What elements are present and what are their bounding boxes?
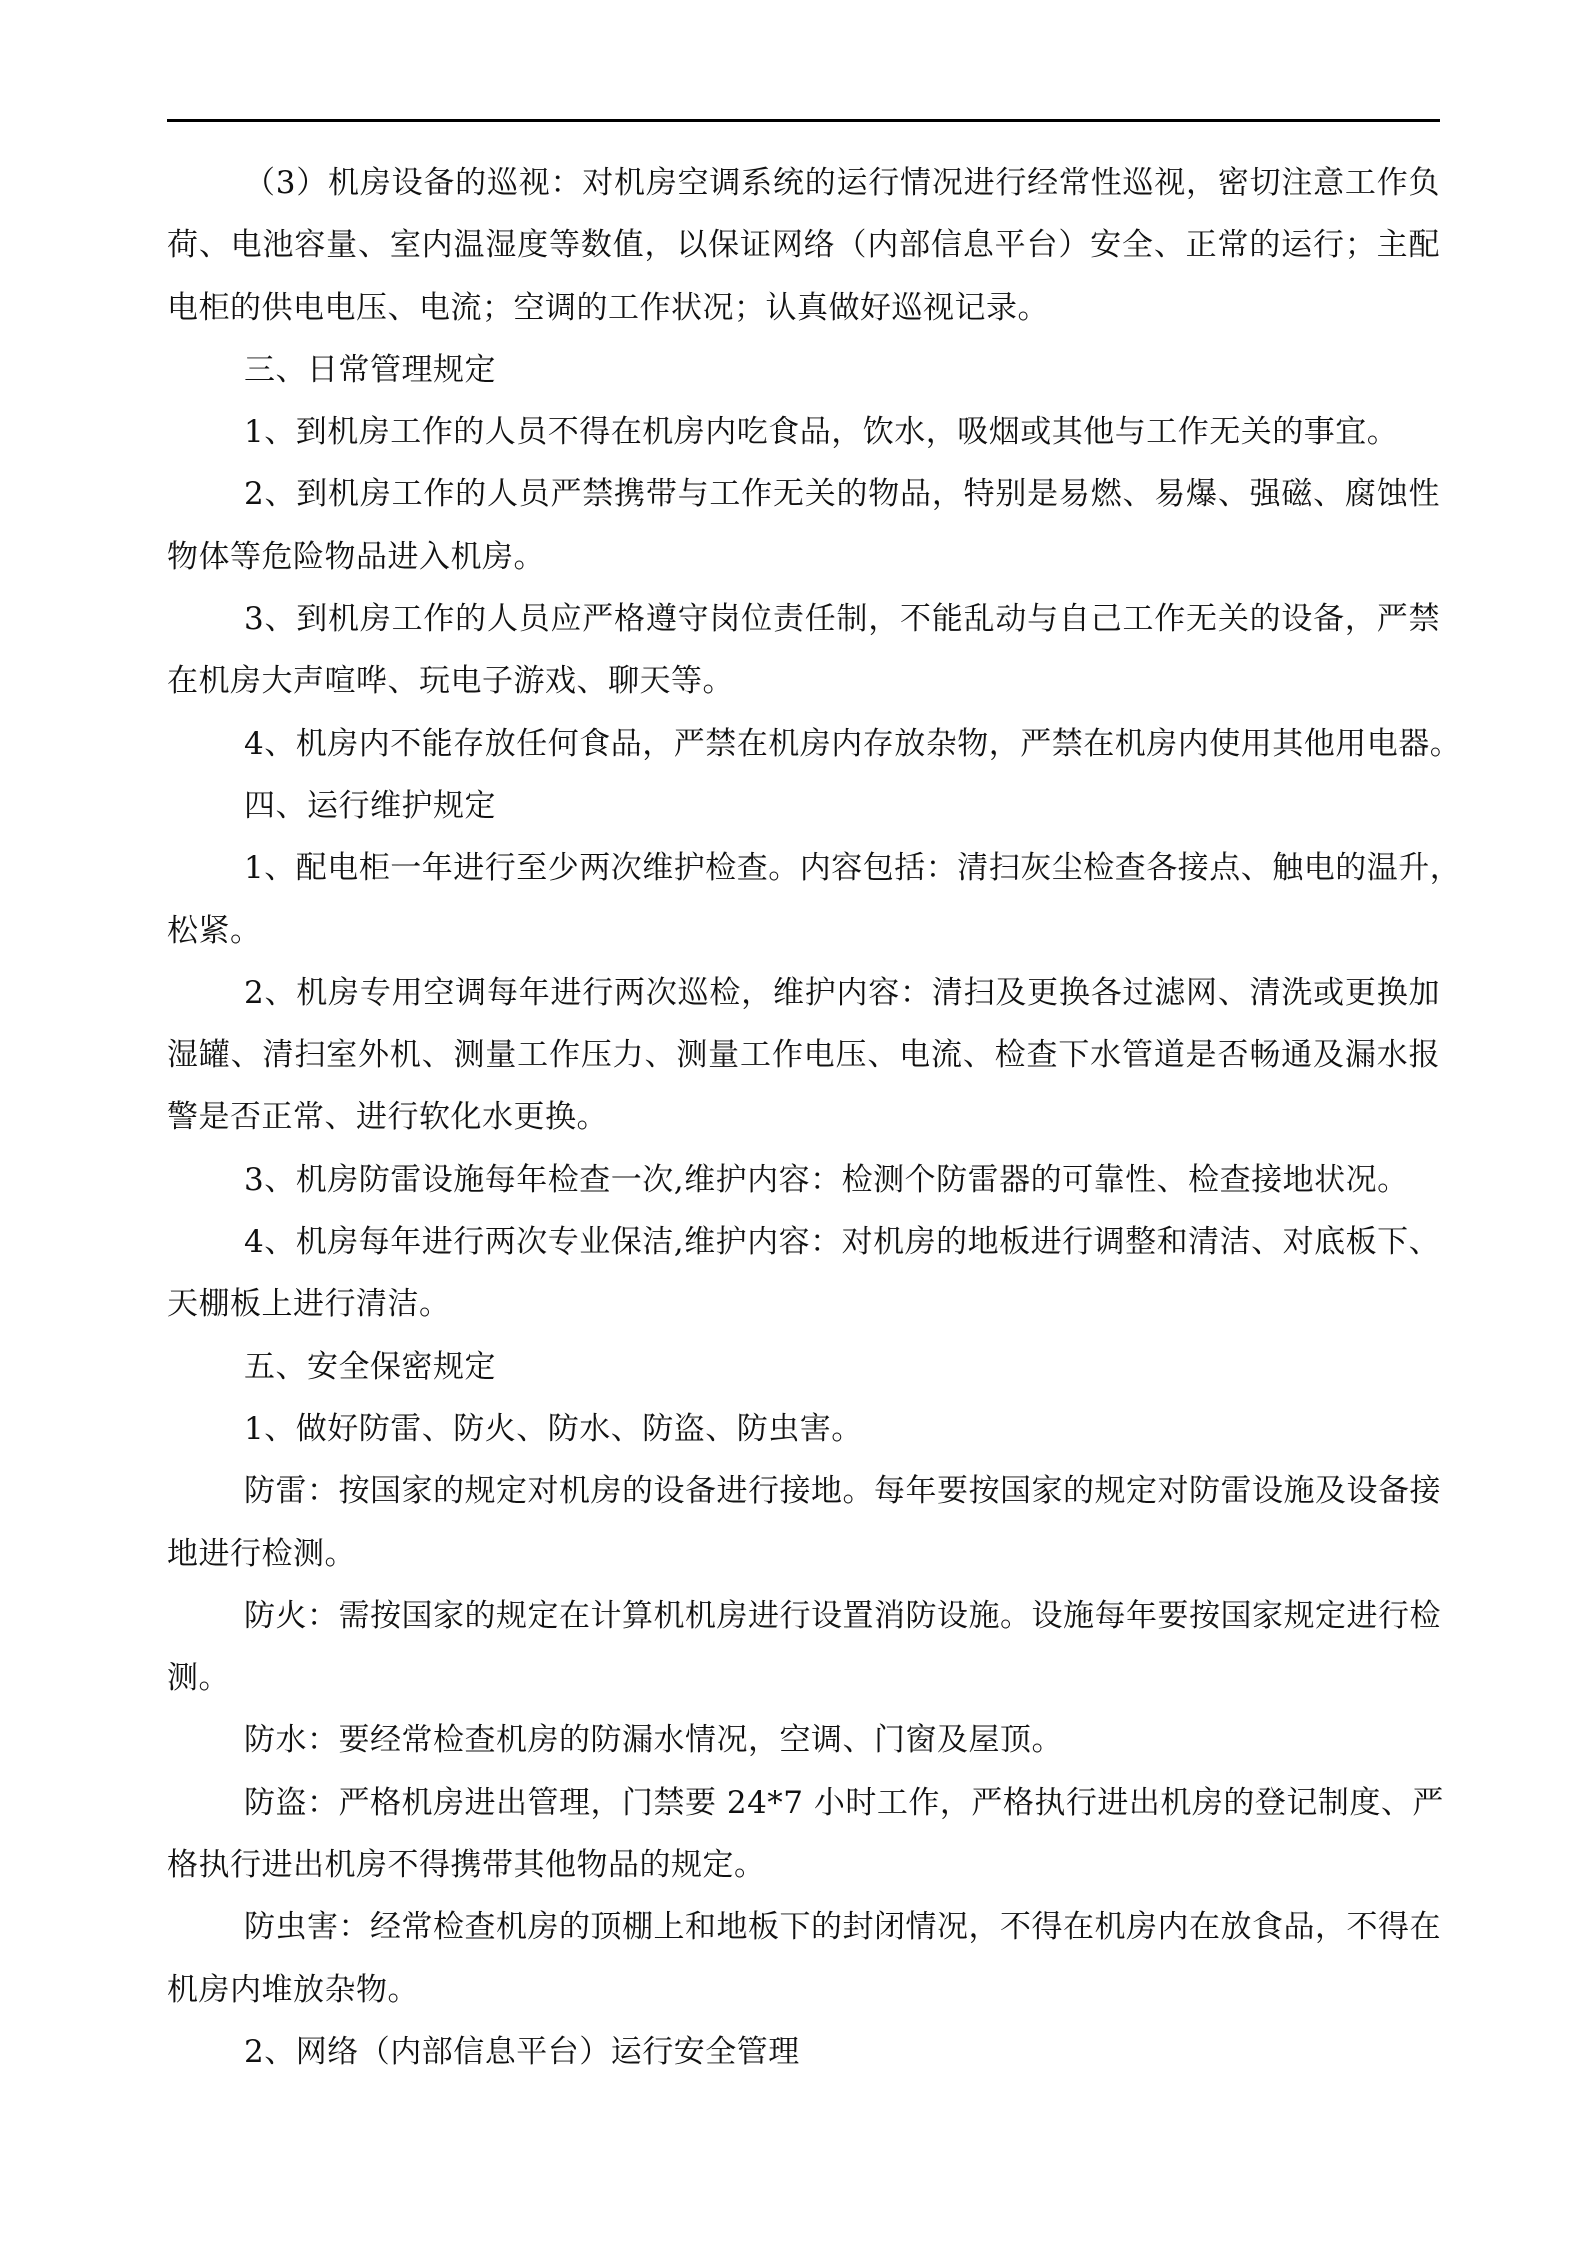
text-line: 荷、电池容量、室内温湿度等数值，以保证网络（内部信息平台）安全、正常的运行；主配: [167, 227, 1440, 264]
text-line: 3、机房防雷设施每年检查一次,维护内容：检测个防雷器的可靠性、检查接地状况。: [244, 1161, 1409, 1198]
text-line: 湿罐、清扫室外机、测量工作压力、测量工作电压、电流、检查下水管道是否畅通及漏水报: [167, 1037, 1440, 1074]
text-line: 2、到机房工作的人员严禁携带与工作无关的物品，特别是易燃、易爆、强磁、腐蚀性: [244, 476, 1440, 513]
paragraph-daily-rule-2: [167, 463, 1440, 588]
paragraph-equipment-inspection: [167, 152, 1440, 339]
paragraph-maintenance-3: [167, 1149, 1440, 1211]
paragraph-daily-rule-4: [167, 713, 1462, 775]
paragraph-fire-protection: [167, 1585, 1440, 1710]
paragraph-pest-protection: [167, 1896, 1440, 2021]
text-line: 警是否正常、进行软化水更换。: [167, 1099, 608, 1136]
section-heading: 五、安全保密规定: [244, 1348, 496, 1385]
text-line: 电柜的供电电压、电流；空调的工作状况；认真做好巡视记录。: [167, 289, 1049, 326]
text-line: 2、机房专用空调每年进行两次巡检，维护内容：清扫及更换各过滤网、清洗或更换加: [244, 974, 1440, 1011]
text-line: 防盗：严格机房进出管理，门禁要 24*7 小时工作，严格执行进出机房的登记制度、严: [244, 1784, 1444, 1821]
paragraph-water-protection: [167, 1709, 1440, 1771]
text-line: 1、到机房工作的人员不得在机房内吃食品，饮水，吸烟或其他与工作无关的事宜。: [244, 414, 1399, 451]
text-line: 格执行进出机房不得携带其他物品的规定。: [167, 1847, 766, 1884]
text-line: 4、机房每年进行两次专业保洁,维护内容：对机房的地板进行调整和清洁、对底板下、: [244, 1224, 1441, 1261]
text-line: 机房内堆放杂物。: [167, 1971, 419, 2008]
text-line: 天棚板上进行清洁。: [167, 1286, 451, 1323]
text-line: （3）机房设备的巡视：对机房空调系统的运行情况进行经常性巡视，密切注意工作负: [244, 165, 1440, 201]
document-body: [167, 152, 1462, 2083]
section-heading: 三、日常管理规定: [244, 351, 496, 388]
text-line: 防虫害：经常检查机房的顶棚上和地板下的封闭情况，不得在机房内在放食品，不得在: [244, 1909, 1441, 1946]
paragraph-theft-protection: [167, 1772, 1444, 1897]
header-rule: [167, 119, 1440, 122]
text-line: 防雷：按国家的规定对机房的设备进行接地。每年要按国家的规定对防雷设施及设备接: [244, 1473, 1441, 1510]
text-line: 地进行检测。: [167, 1535, 356, 1572]
text-line: 物体等危险物品进入机房。: [167, 538, 545, 575]
section-heading: 四、运行维护规定: [244, 787, 496, 824]
text-line: 测。: [167, 1660, 230, 1697]
text-line: 1、配电柜一年进行至少两次维护检查。内容包括：清扫灰尘检查各接点、触电的温升，: [244, 850, 1462, 887]
paragraph-daily-rule-3: [167, 588, 1440, 713]
text-line: 2、网络（内部信息平台）运行安全管理: [244, 2033, 800, 2070]
text-line: 防水：要经常检查机房的防漏水情况，空调、门窗及屋顶。: [244, 1722, 1063, 1759]
text-line: 防火：需按国家的规定在计算机机房进行设置消防设施。设施每年要按国家规定进行检: [244, 1597, 1441, 1634]
paragraph-lightning-protection: [167, 1460, 1440, 1585]
paragraph-maintenance-1: [167, 837, 1462, 962]
text-line: 1、做好防雷、防火、防水、防盗、防虫害。: [244, 1410, 863, 1447]
paragraph-network-security: [167, 2021, 1440, 2083]
text-line: 4、机房内不能存放任何食品，严禁在机房内存放杂物，严禁在机房内使用其他用电器。: [244, 725, 1462, 762]
paragraph-maintenance-4: [167, 1211, 1440, 1336]
text-line: 3、到机房工作的人员应严格遵守岗位责任制，不能乱动与自己工作无关的设备，严禁: [244, 601, 1440, 638]
paragraph-daily-rule-1: [167, 401, 1440, 463]
text-line: 在机房大声喧哗、玩电子游戏、聊天等。: [167, 663, 734, 700]
section-heading-maintenance: [167, 775, 1440, 837]
text-line: 松紧。: [167, 912, 262, 949]
section-heading-daily-management: [167, 339, 1440, 401]
section-heading-security: [167, 1336, 1440, 1398]
paragraph-security-1: [167, 1398, 1440, 1460]
paragraph-maintenance-2: [167, 962, 1440, 1149]
